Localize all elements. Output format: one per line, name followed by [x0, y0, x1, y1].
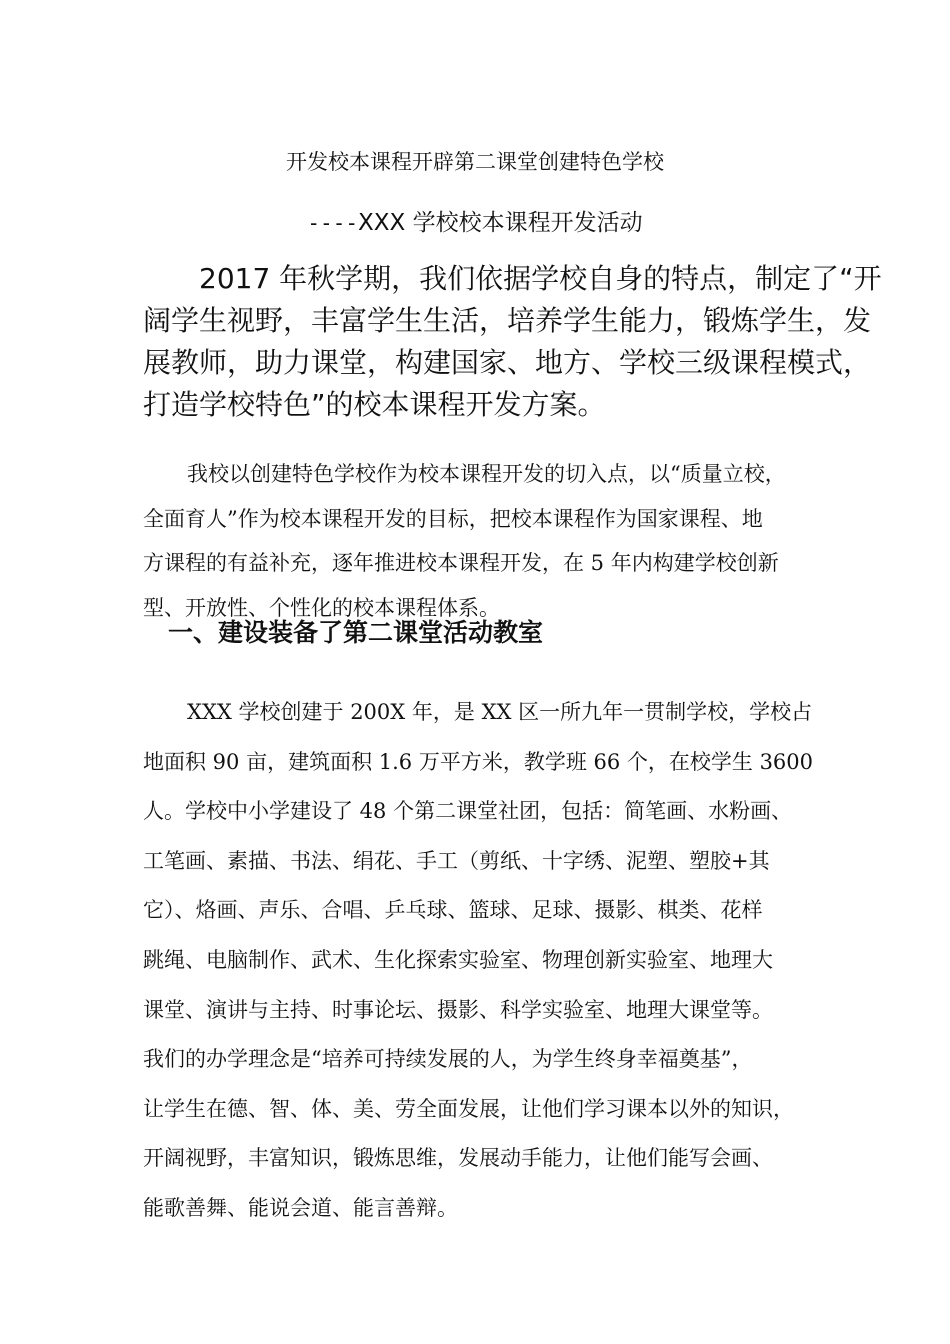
paragraph-line: 让学生在德、智、体、美、劳全面发展，让他们学习课本以外的知识， [143, 1096, 794, 1121]
paragraph-line: 课堂、演讲与主持、时事论坛、摄影、科学实验室、地理大课堂等。 [143, 997, 773, 1022]
paragraph-line: 人。学校中小学建设了 48 个第二课堂社团，包括：简笔画、水粉画、 [143, 799, 793, 824]
paragraph-line: 我们的办学理念是“培养可持续发展的人，为学生终身幸福奠基”， [143, 1047, 753, 1072]
paragraph-line: 它）、烙画、声乐、合唱、乒乓球、篮球、足球、摄影、棋类、花样 [143, 898, 763, 923]
paragraph-line: 全面育人”作为校本课程开发的目标，把校本课程作为国家课程、地 [143, 506, 763, 531]
paragraph-line: 我校以创建特色学校作为校本课程开发的切入点，以“质量立校， [187, 462, 786, 486]
subtitle-text: XXX 学校校本课程开发活动 [357, 210, 643, 236]
paragraph-line: 能歌善舞、能说会道、能言善辩。 [143, 1195, 458, 1220]
paragraph-line: XXX 学校创建于 200X 年，是 XX 区一所九年一贯制学校，学校占 [187, 700, 813, 724]
document-subtitle [0, 208, 950, 238]
document-title: 开发校本课程开辟第二课堂创建特色学校 [286, 150, 664, 174]
lead-line: 展教师，助力课堂，构建国家、地方、学校三级课程模式， [143, 346, 872, 379]
subtitle-dashes: ---- [307, 211, 358, 235]
body-paragraph-2 [143, 688, 813, 1234]
lead-line: 打造学校特色”的校本课程开发方案。 [143, 388, 606, 421]
paragraph-line: 地面积 90 亩，建筑面积 1.6 万平方米，教学班 66 个，在校学生 3600 [143, 749, 814, 774]
paragraph-line: 方课程的有益补充，逐年推进校本课程开发，在 5 年内构建学校创新 [143, 551, 779, 575]
paragraph-line: 工笔画、素描、书法、绢花、手工（剪纸、十字绣、泥塑、塑胶+其 [143, 848, 770, 873]
lead-paragraph [143, 258, 882, 426]
paragraph-line: 型、开放性、个性化的校本课程体系。 [143, 595, 500, 620]
paragraph-line: 跳绳、电脑制作、武术、生化探索实验室、物理创新实验室、地理大 [143, 947, 773, 972]
section-heading: 一、建设装备了第二课堂活动教室 [168, 618, 544, 647]
lead-line: 2017 年秋学期，我们依据学校自身的特点，制定了“开 [199, 262, 882, 295]
paragraph-line: 开阔视野，丰富知识，锻炼思维，发展动手能力，让他们能写会画、 [143, 1146, 773, 1171]
lead-line: 阔学生视野，丰富学生生活，培养学生能力，锻炼学生，发 [143, 304, 872, 337]
body-paragraph-1 [143, 452, 813, 630]
